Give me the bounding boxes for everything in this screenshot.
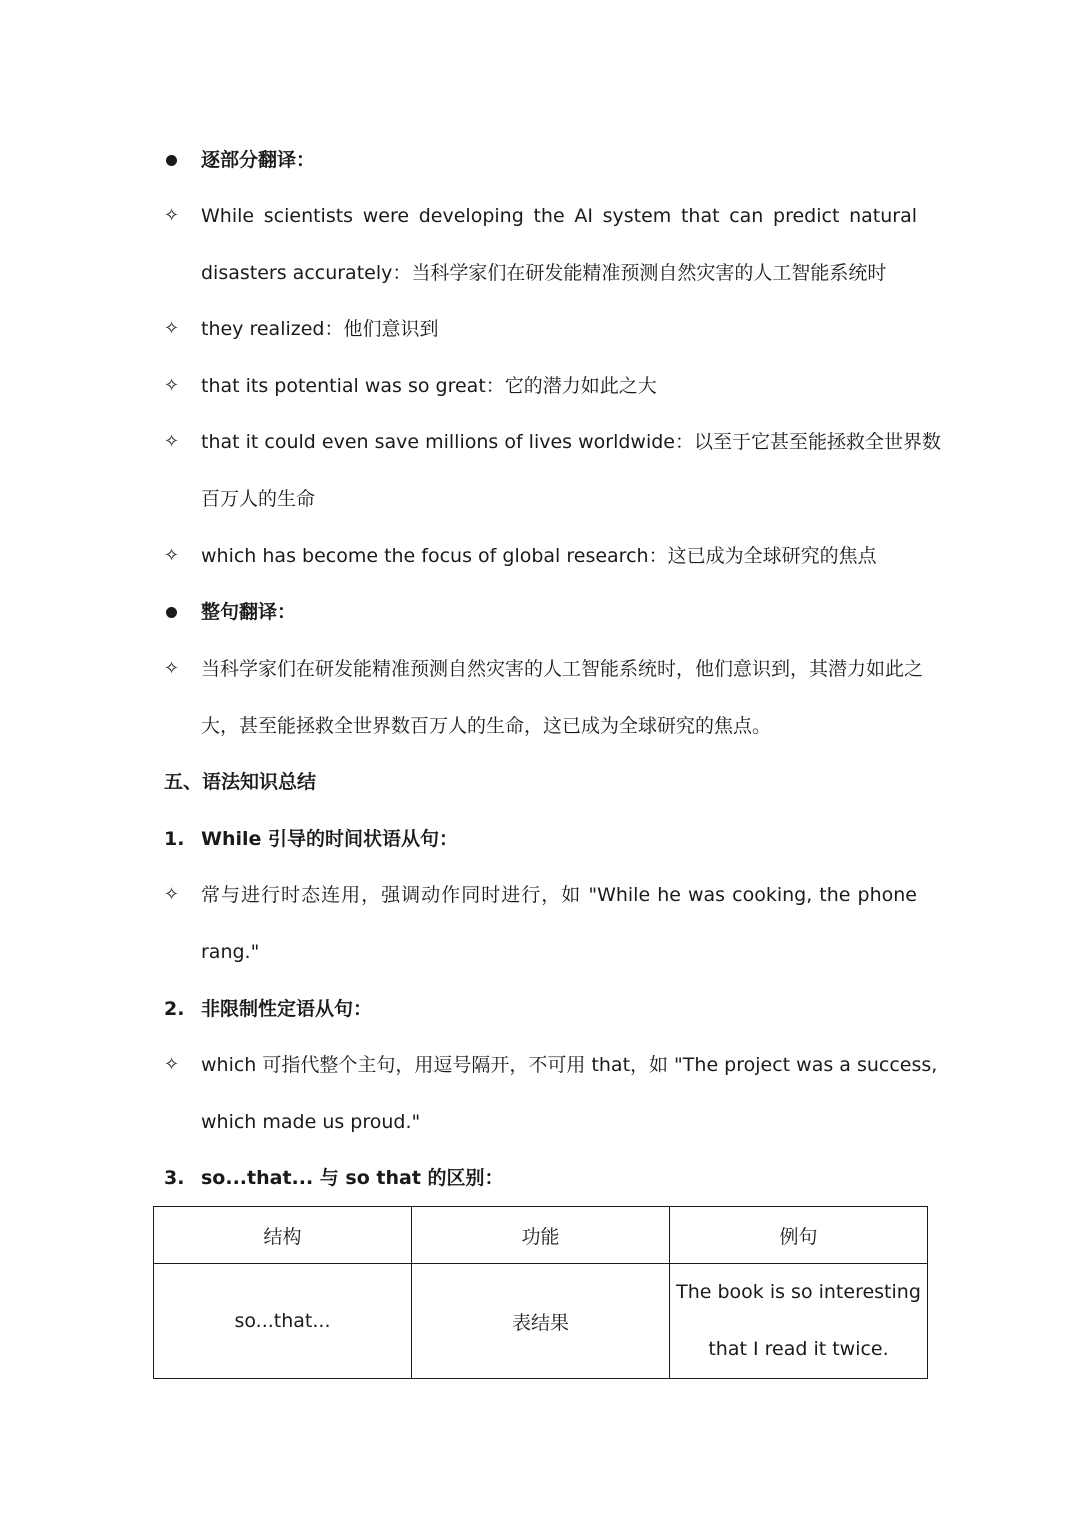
list-item [164,653,924,685]
list-item-text: that its potential was so great：它的潜力如此之大 [201,375,657,397]
whole-translation-text: 当科学家们在研发能精准预测自然灾害的人工智能系统时，他们意识到，其潜力如此之 [201,658,924,680]
comparison-table [153,1206,928,1379]
four-point-star-icon: ✧ [164,431,180,452]
table-row [154,1264,928,1379]
table-cell-example [670,1264,928,1379]
four-point-star-icon: ✧ [164,375,180,396]
list-item-text: While scientists were developing the AI system that can predict natural [201,205,917,227]
grammar-point-title: While 引导的时间状语从句： [201,828,459,850]
filled-circle-bullet-icon [166,155,177,166]
grammar-point-heading [164,1162,504,1194]
bullet-heading-part-translation [164,144,918,176]
example-line: that I read it twice. [708,1338,889,1360]
whole-translation-label: 整句翻译： [201,601,297,623]
four-point-star-icon: ✧ [164,884,180,905]
grammar-point-text: which 可指代整个主句，用逗号隔开，不可用 that，如 "The project was a success, [201,1054,938,1076]
four-point-star-icon: ✧ [164,658,180,679]
table-header-row [154,1207,928,1264]
grammar-point-number: 3. [164,1167,185,1189]
grammar-point-number: 2. [164,998,185,1020]
list-item-continuation: 百万人的生命 [201,488,316,510]
filled-circle-bullet-icon [166,607,177,618]
list-item-text: they realized：他们意识到 [201,318,439,340]
example-line: The book is so interesting [676,1281,921,1303]
grammar-point-title: 非限制性定语从句： [201,998,373,1020]
list-item-text: that it could even save millions of lives worldwide：以至于它甚至能拯救全世界数 [201,431,941,453]
part-translation-label: 逐部分翻译： [201,149,316,171]
grammar-point-text: 常与进行时态连用，强调动作同时进行，如 "While he was cooking, the phone [201,884,917,906]
list-item [164,370,918,402]
grammar-point-continuation: which made us proud." [201,1111,421,1133]
section-heading-grammar: 五、语法知识总结 [164,771,317,793]
list-item [164,200,918,232]
table-cell-structure: so...that... [154,1264,412,1379]
whole-translation-continuation: 大，甚至能拯救全世界数百万人的生命，这已成为全球研究的焦点。 [201,715,772,737]
table-header-cell: 例句 [670,1207,928,1264]
list-item [164,540,918,572]
list-item [164,426,941,458]
four-point-star-icon: ✧ [164,1054,180,1075]
list-item [164,879,918,911]
table-cell-function: 表结果 [412,1264,670,1379]
table-header-cell: 结构 [154,1207,412,1264]
table-header-cell: 功能 [412,1207,670,1264]
four-point-star-icon: ✧ [164,318,180,339]
grammar-point-number: 1. [164,828,185,850]
grammar-point-heading [164,823,458,855]
list-item [164,313,918,345]
four-point-star-icon: ✧ [164,205,180,226]
grammar-point-title: so...that... 与 so that 的区别： [201,1167,504,1189]
four-point-star-icon: ✧ [164,545,180,566]
bullet-heading-whole-translation [164,596,918,628]
list-item [164,1049,938,1081]
grammar-point-continuation: rang." [201,941,260,963]
list-item-continuation: disasters accurately：当科学家们在研发能精准预测自然灾害的人工智能系统时 [201,262,887,284]
grammar-point-heading [164,993,372,1025]
list-item-text: which has become the focus of global research：这已成为全球研究的焦点 [201,545,877,567]
